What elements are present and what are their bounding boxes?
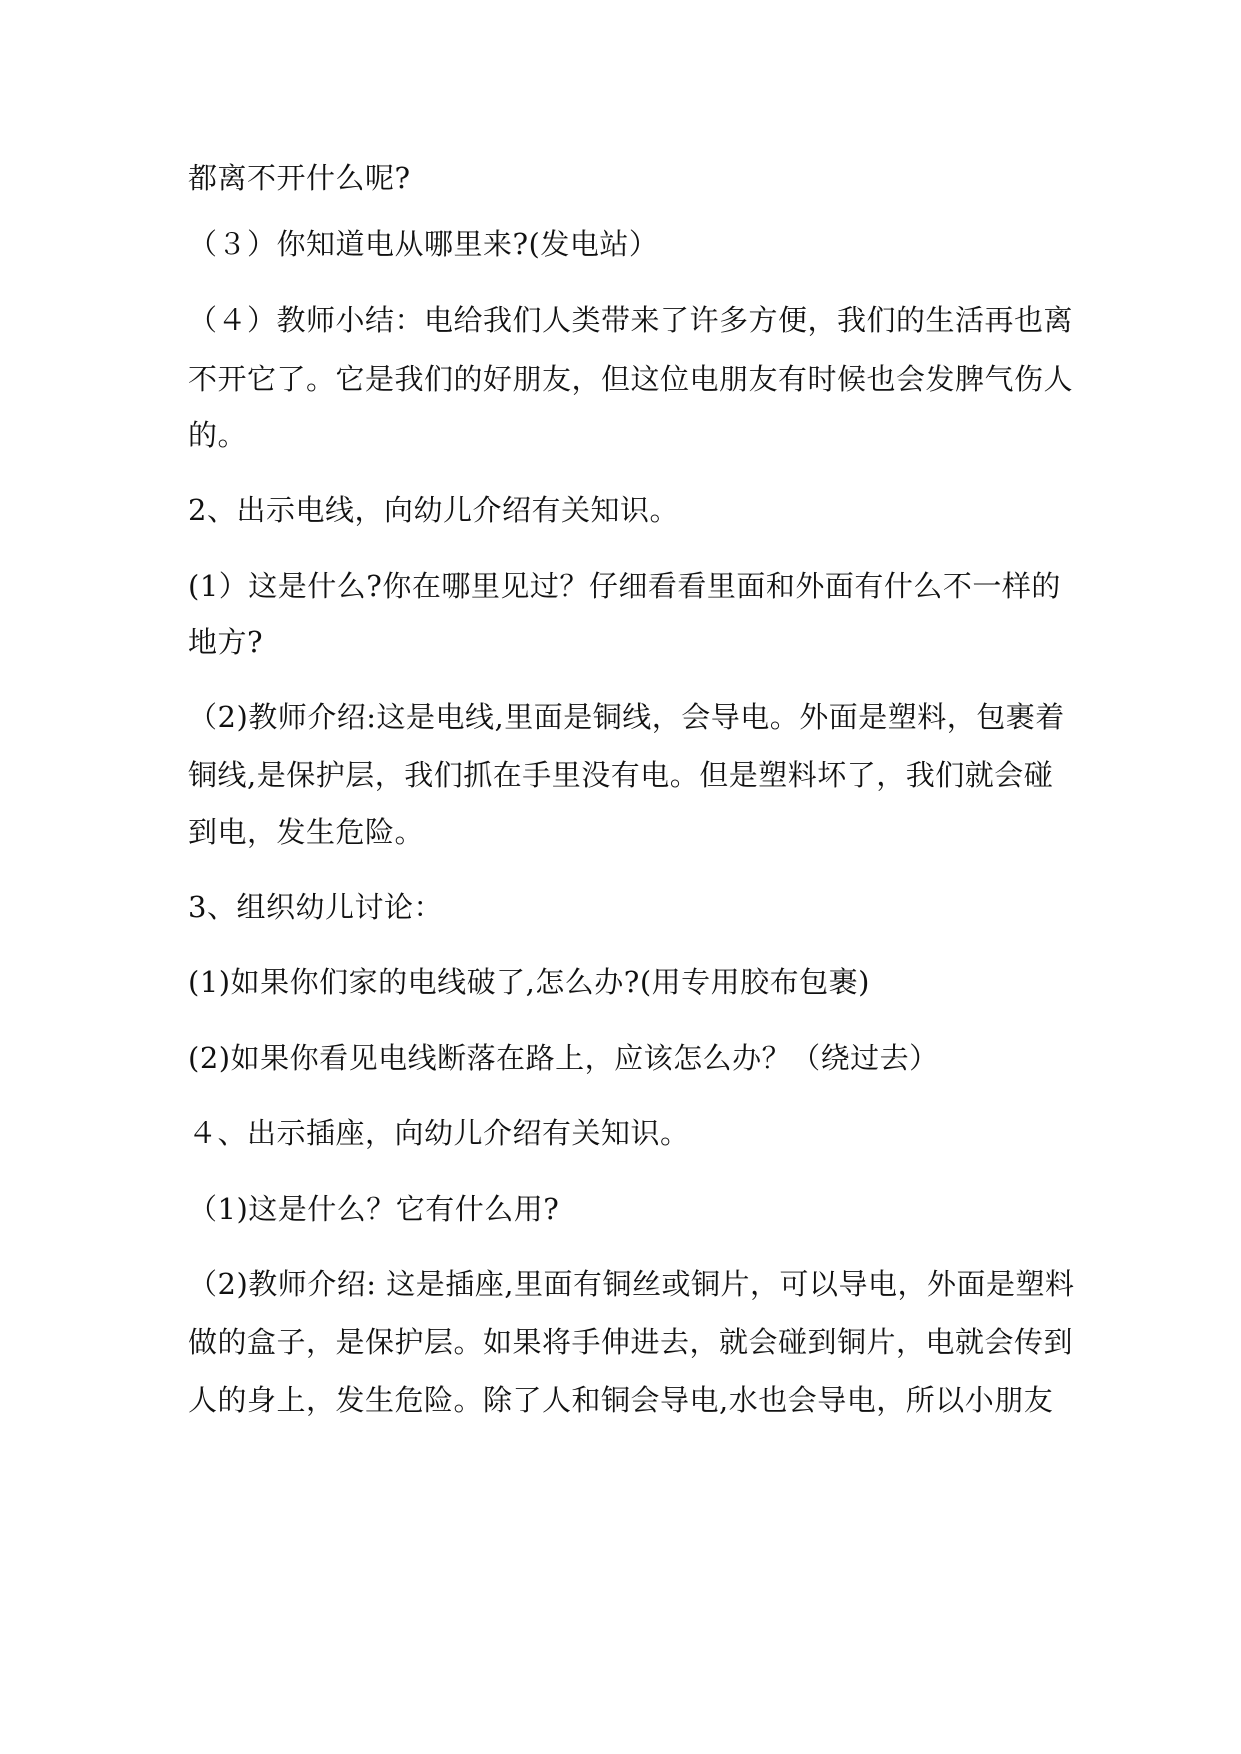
text-line: (1）这是什么?你在哪里见过？仔细看看里面和外面有什么不一样的 [188,569,1061,603]
text-line: （2)教师介绍: 这是插座,里面有铜丝或铜片，可以导电，外面是塑料 [188,1267,1075,1301]
text-line: （2)教师介绍:这是电线,里面是铜线，会导电。外面是塑料，包裹着 [188,700,1065,734]
text-line: 做的盒子，是保护层。如果将手伸进去，就会碰到铜片，电就会传到 [188,1325,1074,1359]
text-line: 不开它了。它是我们的好朋友，但这位电朋友有时候也会发脾气伤人 [188,362,1074,396]
section-heading: ４、出示插座，向幼儿介绍有关知识。 [188,1116,690,1150]
text-line: 都离不开什么呢? [188,161,411,195]
text-line: 的。 [188,418,248,452]
section-heading: 3、组织幼儿讨论： [188,890,443,924]
text-line: （３）你知道电从哪里来?(发电站） [188,227,659,261]
text-line: 地方? [188,625,264,659]
text-line: 到电，发生危险。 [188,815,425,849]
section-heading: 2、出示电线，向幼儿介绍有关知识。 [188,493,679,527]
text-line: （４）教师小结：电给我们人类带来了许多方便，我们的生活再也离 [188,303,1074,337]
text-line: （1)这是什么？它有什么用? [188,1192,560,1226]
text-line: (2)如果你看见电线断落在路上，应该怎么办？（绕过去） [188,1041,939,1075]
text-line: 人的身上，发生危险。除了人和铜会导电,水也会导电，所以小朋友 [188,1383,1054,1417]
text-line: (1)如果你们家的电线破了,怎么办?(用专用胶布包裹) [188,965,870,999]
text-line: 铜线,是保护层，我们抓在手里没有电。但是塑料坏了，我们就会碰 [188,758,1054,792]
